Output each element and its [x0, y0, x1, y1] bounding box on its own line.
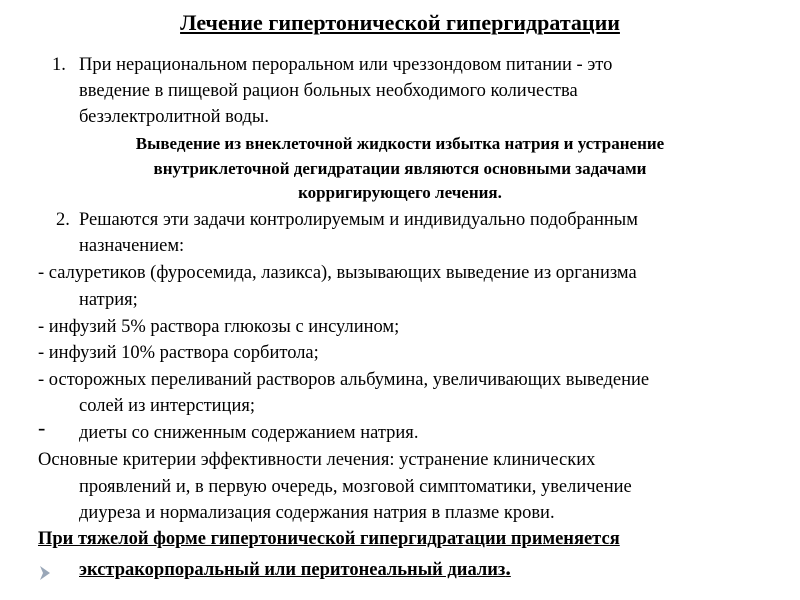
bold-paragraph-line-1: Выведение из внеклеточной жидкости избытка натрия и устранение — [135, 134, 665, 153]
final-statement-line-2 — [79, 556, 511, 582]
list-item-diet: диеты со сниженным содержанием натрия. — [79, 423, 419, 443]
list-item-albumin-cont: солей из интерстиция; — [79, 396, 256, 416]
list-item-saluretics-cont: натрия; — [79, 290, 138, 310]
list-dash-bullet: - — [38, 415, 46, 440]
item-2-number: 2. — [56, 210, 70, 230]
item-1-number: 1. — [52, 55, 66, 75]
item-1-line-3: безэлектролитной воды. — [79, 107, 269, 127]
criteria-line-1: Основные критерии эффективности лечения: устранение клинических — [38, 450, 596, 470]
list-item-saluretics: - салуретиков (фуросемида, лазикса), вызывающих выведение из организма — [38, 263, 637, 283]
final-statement-text: экстракорпоральный или перитонеальный диализ — [79, 560, 506, 580]
item-1-line-2: введение в пищевой рацион больных необходимого количества — [79, 81, 578, 101]
list-item-albumin: - осторожных переливаний растворов альбумина, увеличивающих выведение — [38, 370, 650, 390]
criteria-line-3: диуреза и нормализация содержания натрия в плазме крови. — [79, 503, 555, 523]
final-statement-line-1: При тяжелой форме гипертонической гипергидратации применяется — [38, 529, 620, 549]
item-2-line-2: назначением: — [79, 236, 185, 256]
criteria-line-2: проявлений и, в первую очередь, мозговой симптоматики, увеличение — [79, 477, 632, 497]
slide-title: Лечение гипертонической гипергидратации — [180, 10, 620, 35]
arrow-bullet-icon — [38, 565, 52, 581]
item-2-line-1: Решаются эти задачи контролируемым и индивидуально подобранным — [79, 210, 638, 230]
item-1-line-1: При нерациональном пероральном или чреззондовом питании - это — [79, 55, 613, 75]
bold-paragraph-line-3: корригирующего лечения. — [298, 183, 502, 202]
list-item-glucose: - инфузий 5% раствора глюкозы с инсулином; — [38, 317, 400, 337]
bold-paragraph-line-2: внутриклеточной дегидратации являются основными задачами — [153, 159, 647, 178]
final-statement-period: . — [505, 555, 511, 580]
list-item-sorbitol: - инфузий 10% раствора сорбитола; — [38, 343, 319, 363]
